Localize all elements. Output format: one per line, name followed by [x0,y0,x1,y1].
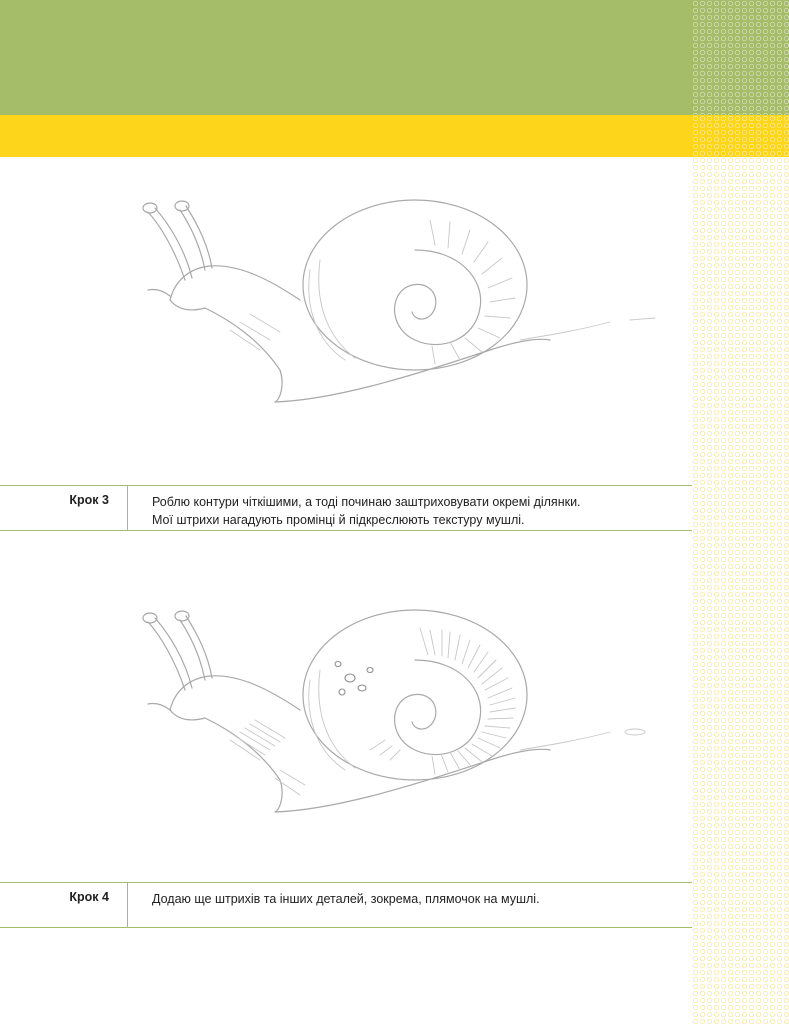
step-4-description [152,890,682,908]
side-dot-pattern-middle [692,115,789,157]
step-3-description [152,493,682,529]
step-3-row [0,485,692,531]
step-3-line-1: Роблю контури чіткішими, а тоді починаю заштриховувати окремі ділянки. [152,495,581,509]
step-4-line-1: Додаю ще штрихів та інших деталей, зокрема, плямочок на мушлі. [152,892,540,906]
step-4-row [0,882,692,928]
side-dot-pattern-top [692,0,789,115]
step-4-label: Крок 4 [0,883,128,927]
header-yellow-band [0,115,692,157]
header-green-band [0,0,692,115]
step-3-label: Крок 3 [0,486,128,530]
step-3-line-2: Мої штрихи нагадують промінці й підкреслюють текстуру мушлі. [152,513,525,527]
snail-sketch-step-3 [130,190,670,420]
snail-sketch-step-4 [130,600,670,830]
side-dot-pattern [692,157,789,1024]
